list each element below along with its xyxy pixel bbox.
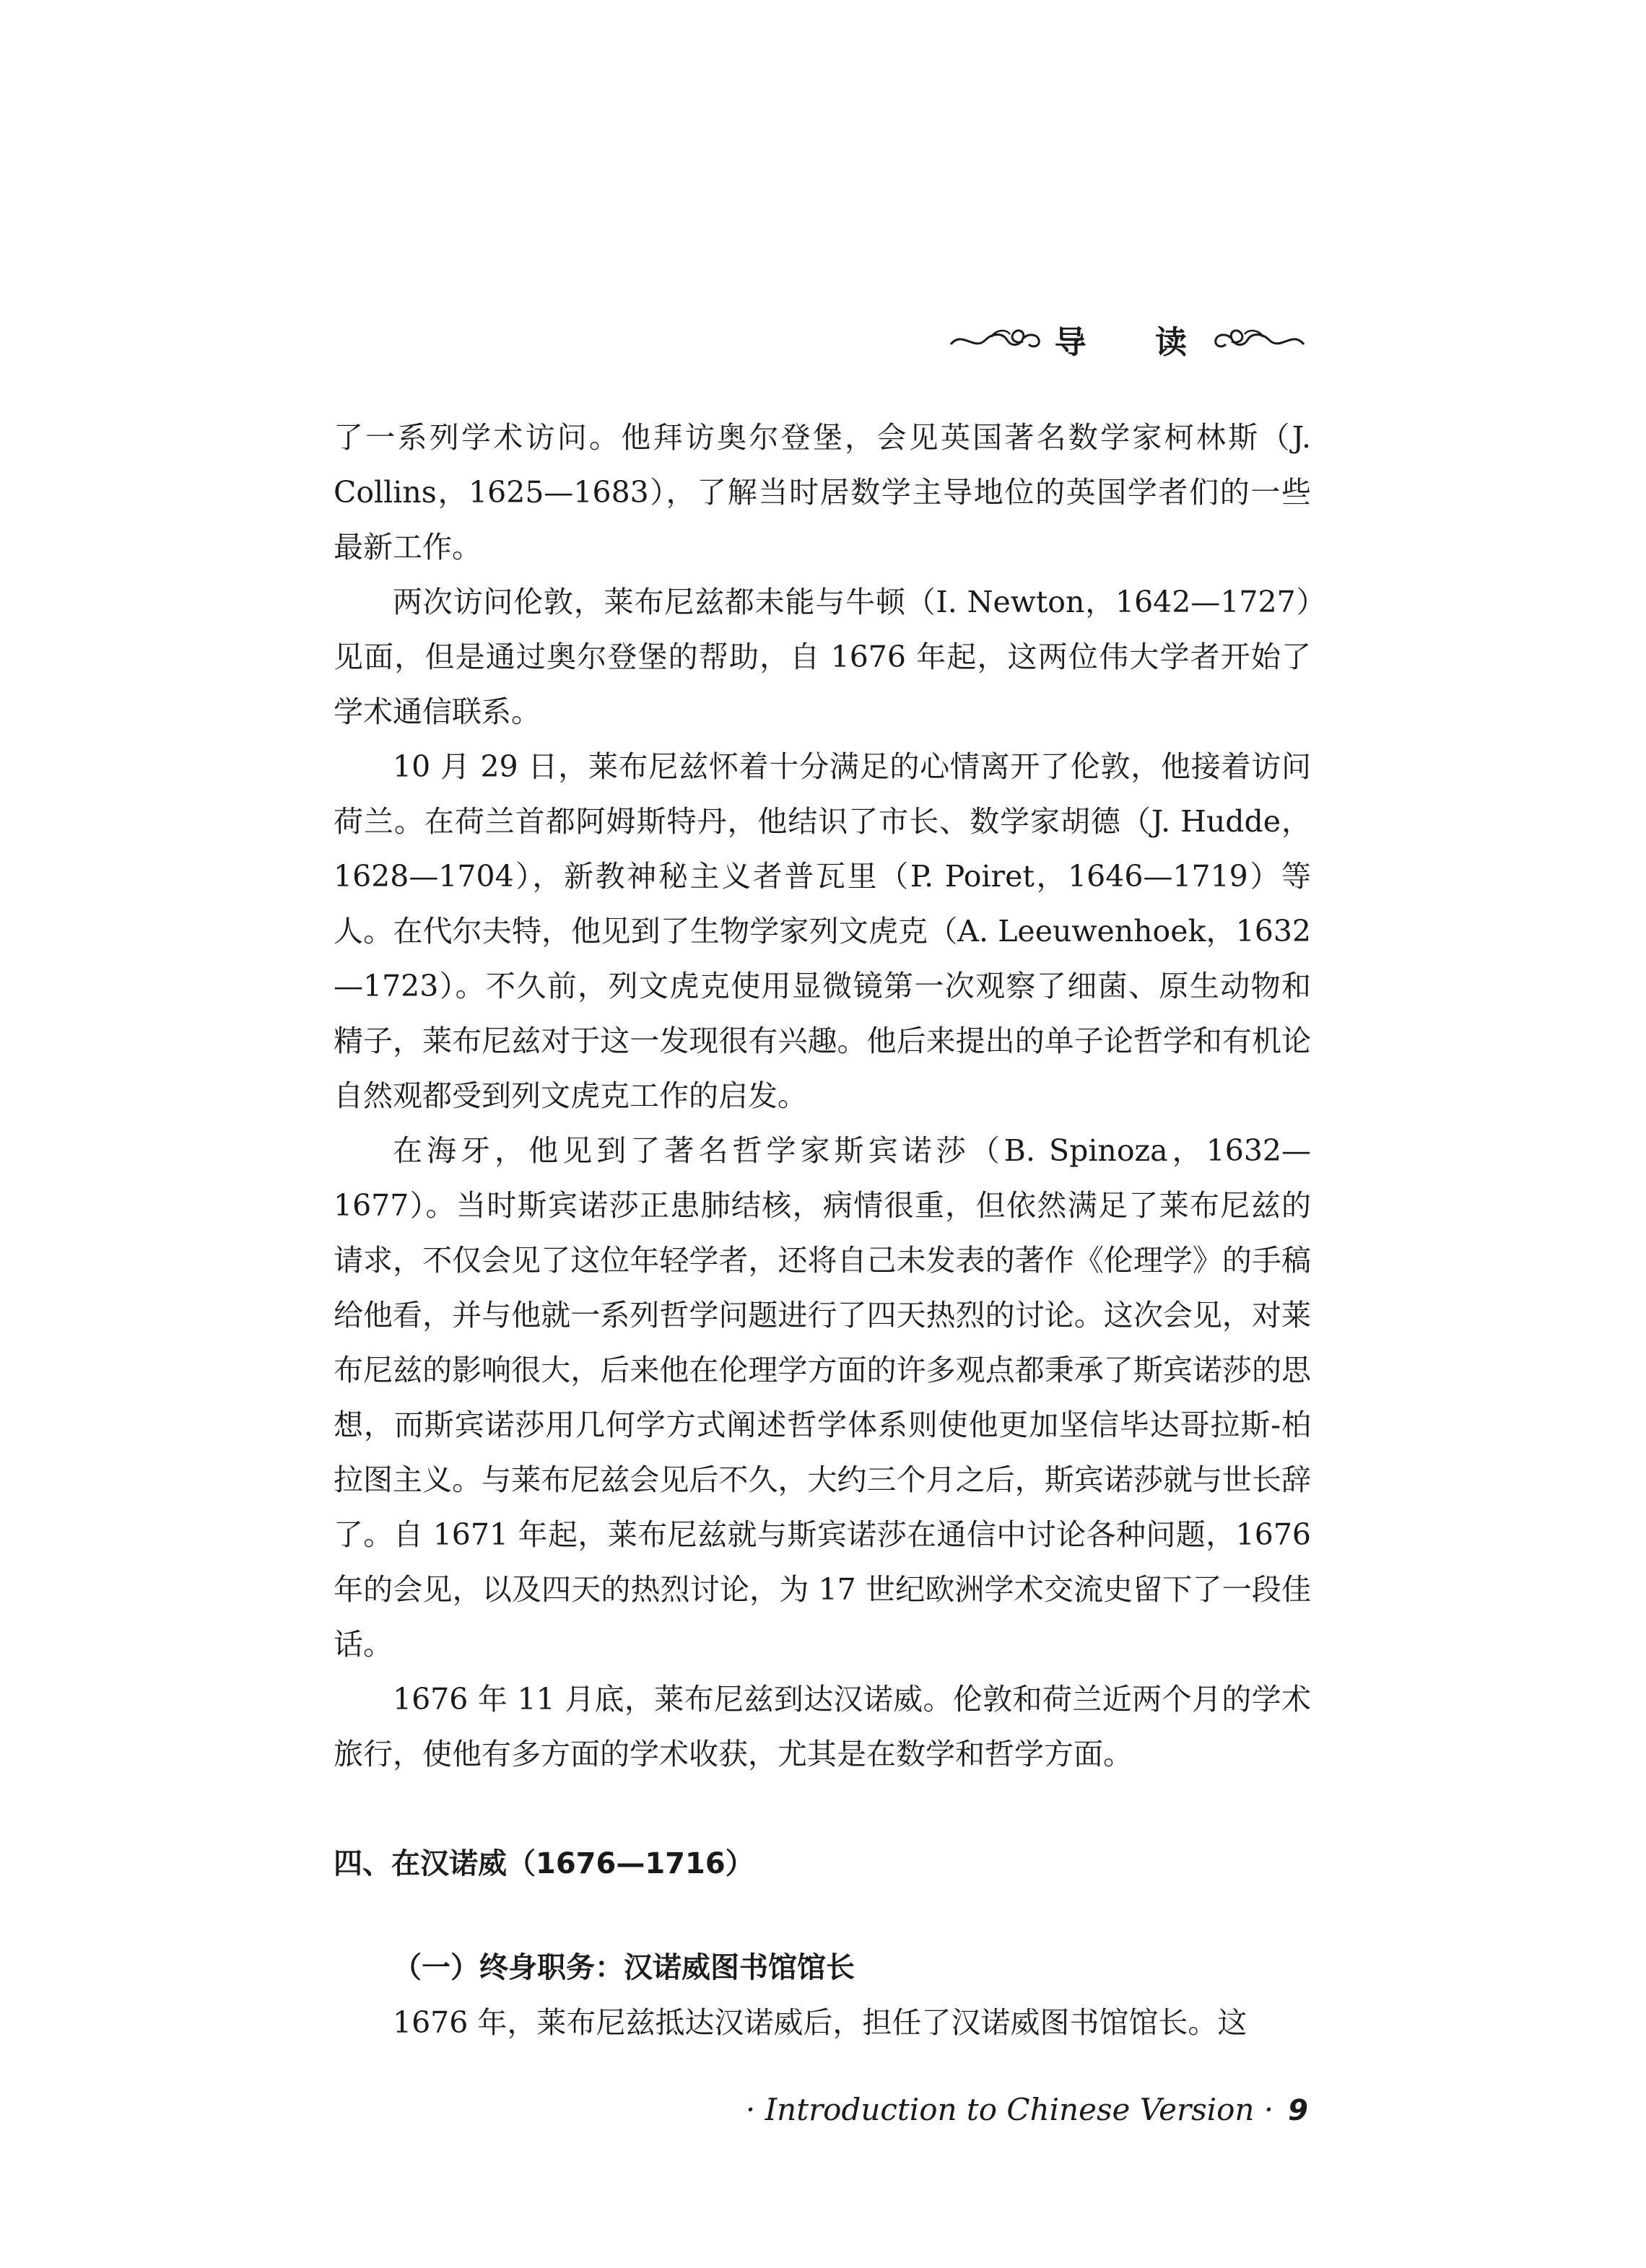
paragraph: 10 月 29 日，莱布尼兹怀着十分满足的心情离开了伦敦，他接着访问荷兰。在荷兰首都阿姆斯特丹，他结识了市长、数学家胡德（J. Hudde，1628—1704），新教神秘主义者普瓦里（P. Poiret，1646—1719）等人。在代尔夫特，他见到了生物学家列文虎克（A. Leeuwenhoek，1632—1723）。不久前，列文虎克使用显微镜第一次观察了细菌、原生动物和精子，莱布尼兹对于这一发现很有兴趣。他后来提出的单子论哲学和有机论自然观都受到列文虎克工作的启发。 <box>334 749 1311 1113</box>
paragraph: 两次访问伦敦，莱布尼兹都未能与牛顿（I. Newton，1642—1727）见面，但是通过奥尔登堡的帮助，自 1676 年起，这两位伟大学者开始了学术通信联系。 <box>334 585 1311 729</box>
subsection-heading: （一）终身职务：汉诺威图书馆馆长 <box>393 1951 855 1984</box>
body-text <box>334 410 1311 2050</box>
paragraph: 在海牙，他见到了著名哲学家斯宾诺莎（B. Spinoza，1632—1677）。当时斯宾诺莎正患肺结核，病情很重，但依然满足了莱布尼兹的请求，不仅会见了这位年轻学者，还将自己未发表的著作《伦理学》的手稿给他看，并与他就一系列哲学问题进行了四天热烈的讨论。这次会见，对莱布尼兹的影响很大，后来他在伦理学方面的许多观点都秉承了斯宾诺莎的思想，而斯宾诺莎用几何学方式阐述哲学体系则使他更加坚信毕达哥拉斯-柏拉图主义。与莱布尼兹会见后不久，大约三个月之后，斯宾诺莎就与世长辞了。自 1671 年起，莱布尼兹就与斯宾诺莎在通信中讨论各种问题，1676 年的会见，以及四天的热烈讨论，为 17 世纪欧洲学术交流史留下了一段佳话。 <box>334 1133 1311 1662</box>
page-number: 9 <box>1288 2094 1308 2127</box>
header-title: 导 读 <box>1054 324 1216 361</box>
right-flourish-icon <box>1213 323 1307 356</box>
paragraph: 1676 年，莱布尼兹抵达汉诺威后，担任了汉诺威图书馆馆长。这 <box>393 2005 1247 2040</box>
paragraph: 了一系列学术访问。他拜访奥尔登堡，会见英国著名数学家柯林斯（J. Collins，1625—1683），了解当时居数学主导地位的英国学者们的一些最新工作。 <box>334 420 1311 564</box>
page-footer <box>746 2092 1308 2127</box>
section-heading: 四、在汉诺威（1676—1716） <box>334 1847 754 1880</box>
left-flourish-icon <box>948 323 1042 356</box>
page-header <box>948 316 1307 362</box>
running-title: · Introduction to Chinese Version · <box>745 2092 1274 2127</box>
paragraph: 1676 年 11 月底，莱布尼兹到达汉诺威。伦敦和荷兰近两个月的学术旅行，使他有多方面的学术收获，尤其是在数学和哲学方面。 <box>334 1682 1311 1771</box>
